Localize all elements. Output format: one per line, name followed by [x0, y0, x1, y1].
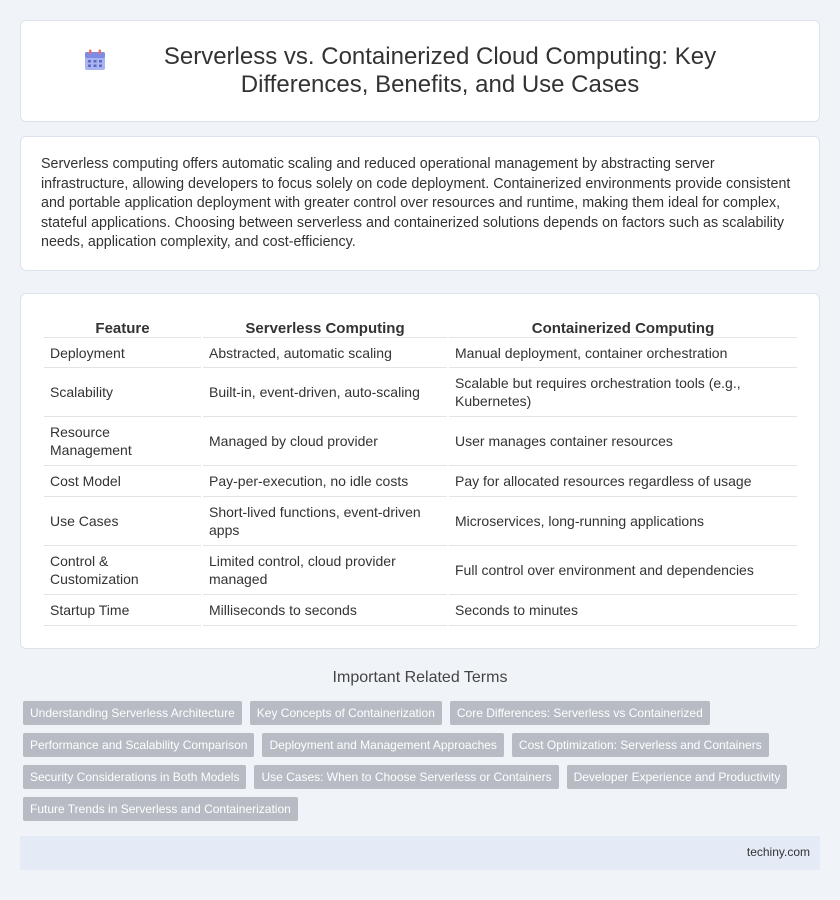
- comparison-card: [20, 293, 820, 649]
- title-card: [20, 20, 820, 122]
- related-term-tag[interactable]: Key Concepts of Containerization: [250, 701, 442, 725]
- comparison-table: [42, 316, 799, 626]
- related-term-tag[interactable]: Future Trends in Serverless and Containerization: [23, 797, 298, 821]
- table-row: [44, 338, 797, 368]
- related-terms-list: [23, 701, 813, 821]
- related-terms-heading: Important Related Terms: [332, 669, 508, 686]
- table-cell: Seconds to minutes: [449, 595, 797, 626]
- header-feature: Feature: [44, 316, 201, 338]
- table-row: [44, 546, 797, 595]
- table-row: [44, 368, 797, 417]
- table-cell: Abstracted, automatic scaling: [203, 338, 447, 368]
- header-containerized: Containerized Computing: [449, 316, 797, 338]
- intro-paragraph: Serverless computing offers automatic scaling and reduced operational management by abstracting server infrastructure, allowing developers to focus solely on code deployment. Containerized environments provide consistent and portable application deployment with greater control over resources and runtime, making them ideal for complex, stateful applications. Choosing between serverless and containerized solutions depends on factors such as scalability needs, application complexity, and cost-efficiency.: [41, 156, 791, 251]
- table-header-row: [44, 316, 797, 338]
- table-cell: Full control over environment and dependencies: [449, 546, 797, 595]
- table-cell: Startup Time: [44, 595, 201, 626]
- related-term-tag[interactable]: Performance and Scalability Comparison: [23, 733, 254, 757]
- table-cell: Cost Model: [44, 466, 201, 497]
- table-cell: Pay-per-execution, no idle costs: [203, 466, 447, 497]
- table-cell: Manual deployment, container orchestration: [449, 338, 797, 368]
- table-row: [44, 417, 797, 466]
- table-cell: Built-in, event-driven, auto-scaling: [203, 368, 447, 417]
- table-row: [44, 466, 797, 497]
- table-cell: Resource Management: [44, 417, 201, 466]
- related-term-tag[interactable]: Security Considerations in Both Models: [23, 765, 246, 789]
- table-cell: Scalable but requires orchestration tools (e.g., Kubernetes): [449, 368, 797, 417]
- table-cell: Limited control, cloud provider managed: [203, 546, 447, 595]
- related-term-tag[interactable]: Deployment and Management Approaches: [262, 733, 503, 757]
- related-term-tag[interactable]: Cost Optimization: Serverless and Containers: [512, 733, 769, 757]
- table-cell: Milliseconds to seconds: [203, 595, 447, 626]
- related-term-tag[interactable]: Use Cases: When to Choose Serverless or Containers: [254, 765, 558, 789]
- table-cell: User manages container resources: [449, 417, 797, 466]
- table-cell: Pay for allocated resources regardless of usage: [449, 466, 797, 497]
- table-row: [44, 595, 797, 626]
- related-term-tag[interactable]: Core Differences: Serverless vs Containerized: [450, 701, 710, 725]
- intro-card: [20, 136, 820, 271]
- table-row: [44, 497, 797, 546]
- table-cell: Managed by cloud provider: [203, 417, 447, 466]
- footer: [20, 836, 820, 870]
- table-cell: Microservices, long-running applications: [449, 497, 797, 546]
- table-cell: Use Cases: [44, 497, 201, 546]
- table-cell: Deployment: [44, 338, 201, 368]
- table-cell: Scalability: [44, 368, 201, 417]
- page-title: Serverless vs. Containerized Cloud Computing: Key Differences, Benefits, and Use Cases: [163, 43, 717, 98]
- related-term-tag[interactable]: Developer Experience and Productivity: [567, 765, 788, 789]
- footer-site-link[interactable]: techiny.com: [746, 845, 810, 859]
- table-cell: Control & Customization: [44, 546, 201, 595]
- related-term-tag[interactable]: Understanding Serverless Architecture: [23, 701, 242, 725]
- header-serverless: Serverless Computing: [203, 316, 447, 338]
- table-cell: Short-lived functions, event-driven apps: [203, 497, 447, 546]
